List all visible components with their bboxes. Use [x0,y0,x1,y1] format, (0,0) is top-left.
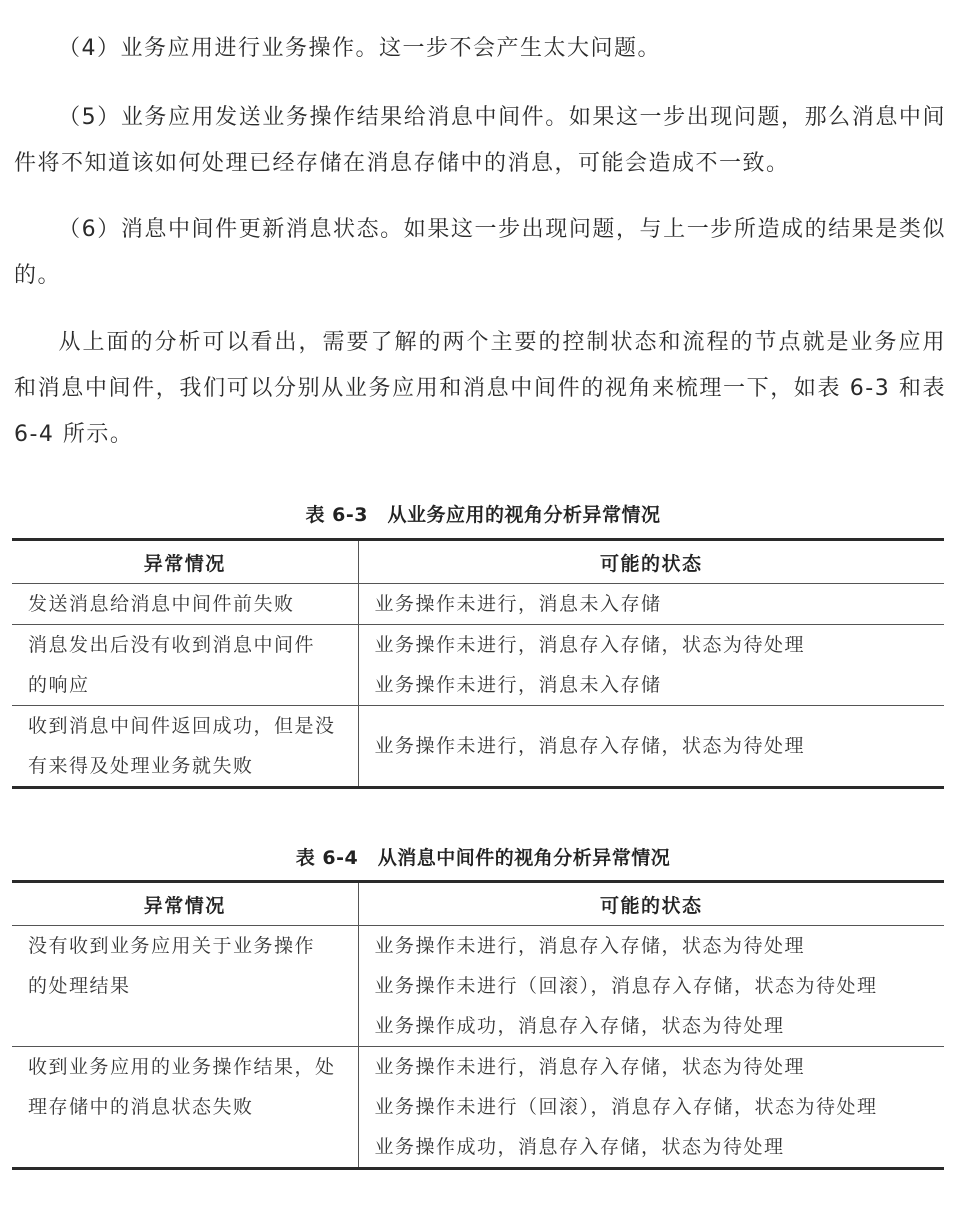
state-cell [358,926,944,1047]
cell-line: 消息发出后没有收到消息中间件 [28,634,316,656]
state-cell [358,625,944,706]
cell-line: 的响应 [28,674,90,696]
cell-line: 业务操作未进行，消息未入存储 [374,674,662,696]
cell-line: 收到业务应用的业务操作结果，处 [28,1056,336,1078]
paragraph-text: （6）消息中间件更新消息状态。如果这一步出现问题，与上一步所造成的结果是类似的。 [14,217,946,288]
header-exception: 异常情况 [12,540,358,584]
paragraph-text: 从上面的分析可以看出，需要了解的两个主要的控制状态和流程的节点就是业务应用和消息中间件，我们可以分别从业务应用和消息中间件的视角来梳理一下，如表 6-3 和表 6-4 所示。 [14,330,946,447]
table-6-3-caption: 表 6-3 从业务应用的视角分析异常情况 [305,504,661,526]
cell-line: 业务操作成功，消息存入存储，状态为待处理 [374,1136,785,1158]
exception-cell [12,625,358,706]
state-cell [358,584,944,625]
exception-cell [12,584,358,625]
header-possible-state: 可能的状态 [358,882,944,926]
table-6-4 [12,880,944,1170]
table-header-row [12,882,944,926]
cell-line: 业务操作成功，消息存入存储，状态为待处理 [374,1015,785,1037]
exception-cell [12,1047,358,1169]
paragraph-text: （5）业务应用发送业务操作结果给消息中间件。如果这一步出现问题，那么消息中间件将不知道该如何处理已经存储在消息存储中的消息，可能会造成不一致。 [14,105,946,176]
table-row [12,926,944,1047]
table-6-3 [12,538,944,789]
table-row [12,706,944,788]
cell-line: 业务操作未进行（回滚），消息存入存储，状态为待处理 [374,975,878,997]
table-row [12,584,944,625]
paragraph-step-5 [14,95,946,187]
state-cell [358,706,944,788]
cell-line: 没有收到业务应用关于业务操作 [28,935,316,957]
cell-line: 发送消息给消息中间件前失败 [28,593,295,615]
table-row [12,1047,944,1169]
cell-line: 业务操作未进行，消息未入存储 [374,593,662,615]
cell-line: 业务操作未进行，消息存入存储，状态为待处理 [374,935,806,957]
paragraph-analysis [14,320,946,458]
table-row [12,625,944,706]
header-exception: 异常情况 [12,882,358,926]
exception-cell [12,926,358,1047]
cell-line: 业务操作未进行，消息存入存储，状态为待处理 [374,735,806,757]
paragraph-step-6 [14,207,946,299]
paragraph-text: （4）业务应用进行业务操作。这一步不会产生太大问题。 [58,36,661,61]
cell-line: 的处理结果 [28,975,131,997]
cell-line: 理存储中的消息状态失败 [28,1096,254,1118]
header-possible-state: 可能的状态 [358,540,944,584]
table-6-4-caption: 表 6-4 从消息中间件的视角分析异常情况 [295,847,671,869]
cell-line: 收到消息中间件返回成功，但是没 [28,715,336,737]
table-header-row [12,540,944,584]
cell-line: 业务操作未进行，消息存入存储，状态为待处理 [374,1056,806,1078]
state-cell [358,1047,944,1169]
paragraph-step-4 [14,26,946,72]
cell-line: 业务操作未进行，消息存入存储，状态为待处理 [374,634,806,656]
cell-line: 有来得及处理业务就失败 [28,755,254,777]
exception-cell [12,706,358,788]
cell-line: 业务操作未进行（回滚），消息存入存储，状态为待处理 [374,1096,878,1118]
